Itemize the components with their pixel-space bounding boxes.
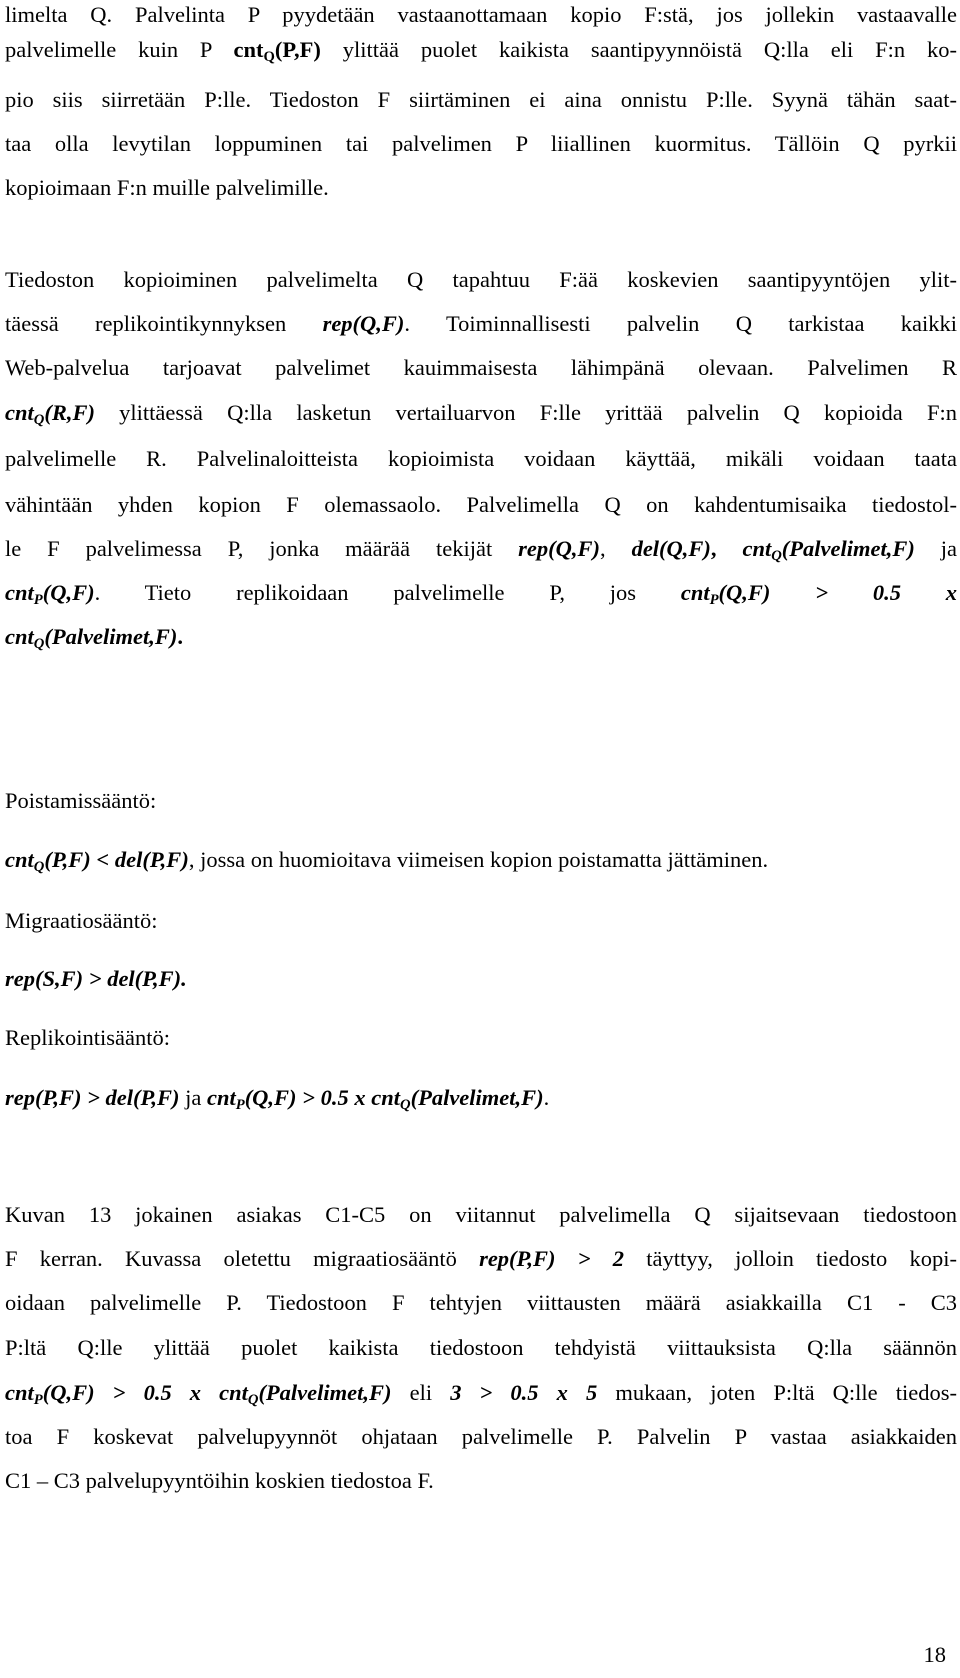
formula: rep(P,F) > 2 <box>479 1246 625 1271</box>
formula: cnt$_P$(Q,F) > 0.5 x <box>680 580 957 609</box>
formula: cnt$_Q$(Palvelimet,F) <box>742 536 915 565</box>
paragraph-3-line-6: toa F koskevat palvelupyynnöt ohjataan palvelimelle P. Palvelin P vastaa asiakkaiden <box>5 1424 957 1449</box>
paragraph-2-line-2: täessä replikointikynnyksen rep(Q,F). Toiminnallisesti palvelin Q tarkistaa kaikki <box>5 311 957 336</box>
replication-rule: rep(P,F) > del(P,F) ja cnt$_P$(Q,F) > 0.5 x cnt$_Q$(Palvelimet,F). <box>5 1085 550 1114</box>
formula: 3 > 0.5 x 5 <box>450 1380 598 1405</box>
paragraph-3-line-2: F kerran. Kuvassa oletettu migraatiosääntö rep(P,F) > 2 täyttyy, jolloin tiedosto kopi- <box>5 1246 958 1271</box>
paragraph-1-line-3: pio siis siirretään P:lle. Tiedoston F siirtäminen ei aina onnistu P:lle. Syynä tähän saat- <box>5 87 957 112</box>
page-number: 18 <box>923 1642 946 1667</box>
paragraph-3-line-5: cnt$_P$(Q,F) > 0.5 x cnt$_Q$(Palvelimet,F) eli 3 > 0.5 x 5 mukaan, joten P:ltä Q:lle tiedos- <box>5 1380 957 1409</box>
formula: rep(Q,F) <box>518 536 601 561</box>
paragraph-3-line-1: Kuvan 13 jokainen asiakas C1-C5 on viitannut palvelimella Q sijaitsevaan tiedostoon <box>5 1202 957 1227</box>
migration-rule <box>5 964 957 994</box>
formula: cnt$_Q$(P,F) < del(P,F) <box>5 847 189 876</box>
paragraph-2-line-3: Web-palvelua tarjoavat palvelimet kauimmaisesta lähimpänä olevaan. Palvelimen R <box>5 355 957 380</box>
paragraph-1-line-4: taa olla levytilan loppuminen tai palvelimen P liiallinen kuormitus. Tällöin Q pyrkii <box>5 131 957 156</box>
replication-rule-heading: Replikointisääntö: <box>5 1025 170 1050</box>
formula: cnt$_Q$(R,F) <box>5 400 95 429</box>
paragraph-2-line-7: le F palvelimessa P, jonka määrää tekijät rep(Q,F), del(Q,F), cnt$_Q$(Palvelimet,F) ja <box>5 536 958 565</box>
paragraph-2-line-6: vähintään yhden kopion F olemassaolo. Palvelimella Q on kahdentumisaika tiedostol- <box>5 492 957 517</box>
delete-rule-heading: Poistamissääntö: <box>5 788 157 813</box>
paragraph-1-line-1: limelta Q. Palvelinta P pyydetään vastaanottamaan kopio F:stä, jos jollekin vastaavalle <box>5 2 957 27</box>
paragraph-3-line-7: C1 – C3 palvelupyyntöihin koskien tiedostoa F. <box>5 1468 434 1493</box>
formula: cnt$_Q$(P,F) <box>233 37 321 66</box>
paragraph-2-line-9: cnt$_Q$(Palvelimet,F). <box>5 624 184 653</box>
formula: cnt$_Q$(Palvelimet,F) <box>5 624 178 653</box>
formula: rep(Q,F) <box>322 311 405 336</box>
formula: cnt$_P$(Q,F) > 0.5 x cnt$_Q$(Palvelimet,F) <box>5 1380 392 1409</box>
delete-rule: cnt$_Q$(P,F) < del(P,F), jossa on huomioitava viimeisen kopion poistamatta jättäminen. <box>5 847 769 876</box>
paragraph-3-line-3: oidaan palvelimelle P. Tiedostoon F tehtyjen viittausten määrä asiakkailla C1 - C3 <box>5 1290 957 1315</box>
paragraph-1-line-5: kopioimaan F:n muille palvelimille. <box>5 175 329 200</box>
paragraph-3-line-4: P:ltä Q:lle ylittää puolet kaikista tiedostoon tehdyistä viittauksista Q:lla säännön <box>5 1335 957 1360</box>
paragraph-2-line-8: cnt$_P$(Q,F). Tieto replikoidaan palvelimelle P, jos cnt$_P$(Q,F) > 0.5 x <box>5 580 957 609</box>
paragraph-1-line-2: palvelimelle kuin P cnt$_Q$(P,F) ylittää puolet kaikista saantipyynnöistä Q:lla eli F:n ko- <box>5 37 957 66</box>
migration-rule-heading: Migraatiosääntö: <box>5 908 158 933</box>
formula: rep(S,F) > del(P,F). <box>5 966 187 991</box>
formula: rep(P,F) > del(P,F) <box>5 1085 180 1110</box>
paragraph-2-line-5: palvelimelle R. Palvelinaloitteista kopioimista voidaan käyttää, mikäli voidaan taata <box>5 446 957 471</box>
formula: cnt$_P$(Q,F) > 0.5 x cnt$_Q$(Palvelimet,F) <box>206 1085 544 1114</box>
formula: cnt$_P$(Q,F) <box>5 580 95 609</box>
formula: del(Q,F) <box>631 536 711 561</box>
paragraph-2-line-4: cnt$_Q$(R,F) ylittäessä Q:lla lasketun vertailuarvon F:lle yrittää palvelin Q kopioida F:n <box>5 400 957 429</box>
paragraph-2-line-1: Tiedoston kopioiminen palvelimelta Q tapahtuu F:ää koskevien saantipyyntöjen ylit- <box>5 267 957 292</box>
